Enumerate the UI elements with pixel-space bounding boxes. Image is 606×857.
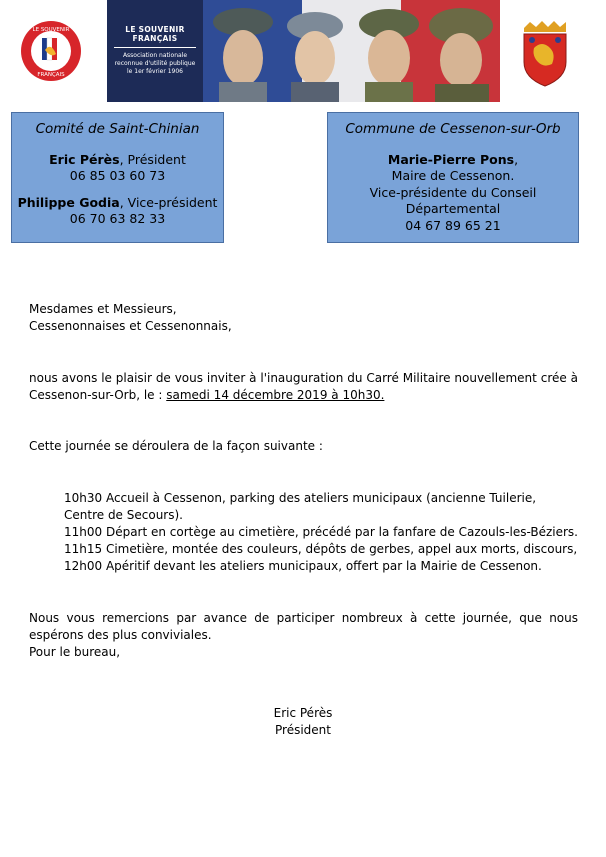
vice-president-phone: 06 70 63 82 33 (69, 211, 166, 226)
mayor-name-line (328, 152, 578, 169)
greeting-line-1: Mesdames et Messieurs, (29, 302, 177, 316)
banner-title: LE SOUVENIR FRANÇAIS (125, 25, 185, 43)
cessenon-coat-of-arms (518, 18, 572, 88)
vice-president-council: Vice-présidente du Conseil Départemental (369, 184, 537, 216)
banner-subtitle-2: reconnue d'utilité publique (114, 60, 196, 67)
invitation-paragraph (29, 370, 578, 403)
mayor-name: Marie-Pierre Pons (387, 151, 515, 167)
schedule-intro: Cette journée se déroulera de la façon suivante : (29, 439, 323, 453)
schedule-item-3: 11h15 Cimetière, montée des couleurs, dépôts de gerbes, appel aux morts, discours, (64, 542, 578, 556)
soldiers-illustration (203, 0, 500, 102)
president-line (12, 152, 223, 169)
commune-phone: 04 67 89 65 21 (405, 217, 501, 233)
president-name: Eric Pérès (49, 151, 120, 167)
banner-subtitle-3: le 1er février 1906 (127, 68, 183, 75)
invitation-text: nous avons le plaisir de vous inviter à l'inauguration du Carré Militaire nouvellement crée à Cessenon-sur-Orb, le : (29, 371, 578, 402)
invitation-date: samedi 14 décembre 2019 à 10h30. (166, 387, 385, 402)
saint-chinian-committee-box (11, 112, 224, 243)
right-box-title: Commune de Cessenon-sur-Orb (345, 121, 561, 137)
header-banner (107, 0, 500, 102)
schedule-item-2: 11h00 Départ en cortège au cimetière, précédé par la fanfare de Cazouls-les-Béziers. (64, 525, 578, 539)
banner-subtitle-1: Association nationale (122, 52, 188, 59)
vice-president-name: Philippe Godia (17, 194, 120, 210)
mayor-role: Maire de Cessenon. (391, 168, 515, 183)
schedule-item-1: 10h30 Accueil à Cessenon, parking des ateliers municipaux (ancienne Tuilerie, Centre de Secours). (64, 491, 537, 522)
cessenon-commune-box (327, 112, 579, 243)
schedule-item-4: 12h00 Apéritif devant les ateliers municipaux, offert par la Mairie de Cessenon. (64, 559, 542, 573)
banner-divider (114, 47, 196, 48)
mayor-name-suffix: , (514, 151, 519, 167)
vice-president-line (12, 195, 223, 212)
greeting-line-2: Cessenonnaises et Cessenonnais, (29, 319, 232, 333)
signature-name: Eric Pérès (273, 706, 333, 720)
president-role: , Président (119, 151, 186, 167)
banner-text-panel (107, 0, 203, 102)
souvenir-francais-logo (20, 20, 82, 82)
logo-text-top: LE SOUVENIR (32, 27, 70, 33)
president-phone: 06 85 03 60 73 (69, 168, 166, 183)
vice-president-role: , Vice-président (119, 194, 218, 210)
signature-title: Président (275, 723, 331, 737)
left-box-title: Comité de Saint-Chinian (35, 121, 200, 137)
logo-text-bottom: FRANÇAIS (37, 72, 65, 78)
closing-line: Pour le bureau, (29, 645, 121, 659)
thanks-paragraph: Nous vous remercions par avance de participer nombreux à cette journée, que nous espérons des plus conviviales. (29, 611, 578, 642)
